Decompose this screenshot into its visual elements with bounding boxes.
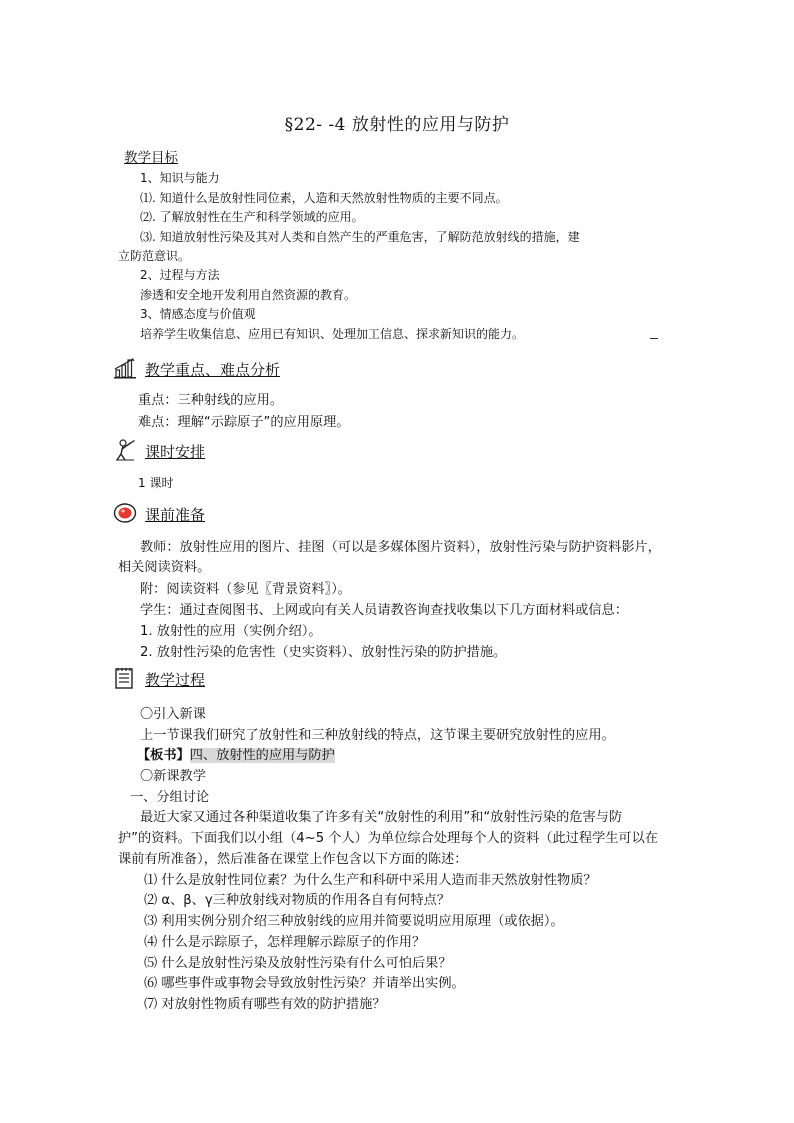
process-new-lesson-label: 〇新课教学 bbox=[140, 769, 206, 784]
section-schedule-header bbox=[113, 439, 205, 461]
process-para-line-2: 护”的资料。下面我们以小组（4~5 个人）为单位综合处理每个人的资料（此过程学生可以在 bbox=[118, 831, 658, 846]
goals-line-6: 渗透和安全地开发利用自然资源的教育。 bbox=[140, 288, 357, 302]
board-tag: 【板书】 bbox=[137, 748, 190, 763]
section-schedule-heading: 课时安排 bbox=[145, 443, 206, 461]
pencil-person-icon bbox=[113, 439, 137, 461]
section-process-header bbox=[113, 667, 205, 689]
goals-line-5: 2、过程与方法 bbox=[140, 268, 220, 282]
question-1: ⑴ 什么是放射性同位素？为什么生产和科研中采用人造而非天然放射性物质？ bbox=[144, 873, 597, 888]
page-title: §22- -4 放射性的应用与防护 bbox=[284, 115, 510, 135]
goals-line-8: 培养学生收集信息、应用已有知识、处理加工信息、探求新知识的能力。 bbox=[140, 327, 525, 341]
section-goals-heading: 教学目标 bbox=[124, 150, 178, 166]
board-text: 四、放射性的应用与防护 bbox=[189, 748, 335, 763]
prep-line-3: 附：阅读资料（参见〖背景资料〗）。 bbox=[140, 582, 351, 597]
process-group-discussion: 一、分组讨论 bbox=[130, 790, 210, 805]
process-line-intro: 上一节课我们研究了放射性和三种放射线的特点，这节课主要研究放射性的应用。 bbox=[140, 728, 615, 743]
section-focus-header bbox=[113, 357, 280, 379]
notepad-icon bbox=[113, 667, 137, 689]
process-intro-label: 〇引入新课 bbox=[140, 707, 206, 722]
goals-line-1: 1、知识与能力 bbox=[140, 171, 220, 185]
question-3: ⑶ 利用实例分别介绍三种放射线的应用并简要说明应用原理（或依据）。 bbox=[144, 914, 564, 929]
goals-line-7: 3、情感态度与价值观 bbox=[140, 307, 256, 321]
question-5: ⑸ 什么是放射性污染及放射性污染有什么可怕后果？ bbox=[144, 956, 452, 971]
focus-line-2: 难点：理解“示踪原子”的应用原理。 bbox=[138, 415, 350, 430]
question-2: ⑵ α、β、γ三种放射线对物质的作用各自有何特点？ bbox=[144, 893, 451, 908]
prep-line-5: 1. 放射性的应用（实例介绍）。 bbox=[140, 624, 322, 639]
question-4: ⑷ 什么是示踪原子，怎样理解示踪原子的作用？ bbox=[144, 935, 426, 950]
section-prep-heading: 课前准备 bbox=[145, 506, 206, 524]
question-7: ⑺ 对放射性物质有哪些有效的防护措施？ bbox=[144, 997, 386, 1012]
chart-bars-icon bbox=[113, 357, 137, 379]
goals-line-3: ⑵. 了解放射性在生产和科学领域的应用。 bbox=[140, 210, 364, 224]
focus-line-1: 重点：三种射线的应用。 bbox=[138, 393, 284, 408]
goals-line-4a: ⑶. 知道放射性污染及其对人类和自然产生的严重危害，了解防范放射线的措施，建 bbox=[140, 230, 580, 244]
goals-line-2: ⑴. 知道什么是放射性同位素，人造和天然放射性物质的主要不同点。 bbox=[140, 191, 508, 205]
goals-line-4b: 立防范意识。 bbox=[118, 249, 191, 263]
question-6: ⑹ 哪些事件或事物会导致放射性污染？并请举出实例。 bbox=[144, 976, 465, 991]
prep-line-1: 教师：放射性应用的图片、挂图（可以是多媒体图片资料），放射性污染与防护资料影片， bbox=[140, 540, 661, 555]
prep-line-2: 相关阅读资料。 bbox=[118, 560, 211, 575]
process-para-line-1: 最近大家又通过各种渠道收集了许多有关“放射性的利用”和“放射性污染的危害与防 bbox=[140, 810, 623, 825]
section-process-heading: 教学过程 bbox=[145, 671, 206, 689]
prep-line-4: 学生：通过查阅图书、上网或向有关人员请教咨询查找收集以下几方面材料或信息： bbox=[140, 603, 628, 618]
stray-dash-mark bbox=[650, 338, 658, 339]
schedule-line-1: 1 课时 bbox=[138, 476, 174, 490]
board-note bbox=[137, 744, 335, 763]
prep-line-6: 2. 放射性污染的危害性（史实资料）、放射性污染的防护措施。 bbox=[140, 645, 507, 660]
process-para-line-3: 课前有所准备），然后准备在课堂上作包含以下方面的陈述： bbox=[118, 852, 468, 867]
red-target-icon bbox=[113, 502, 137, 524]
section-focus-heading: 教学重点、难点分析 bbox=[145, 361, 281, 379]
section-prep-header bbox=[113, 502, 205, 524]
